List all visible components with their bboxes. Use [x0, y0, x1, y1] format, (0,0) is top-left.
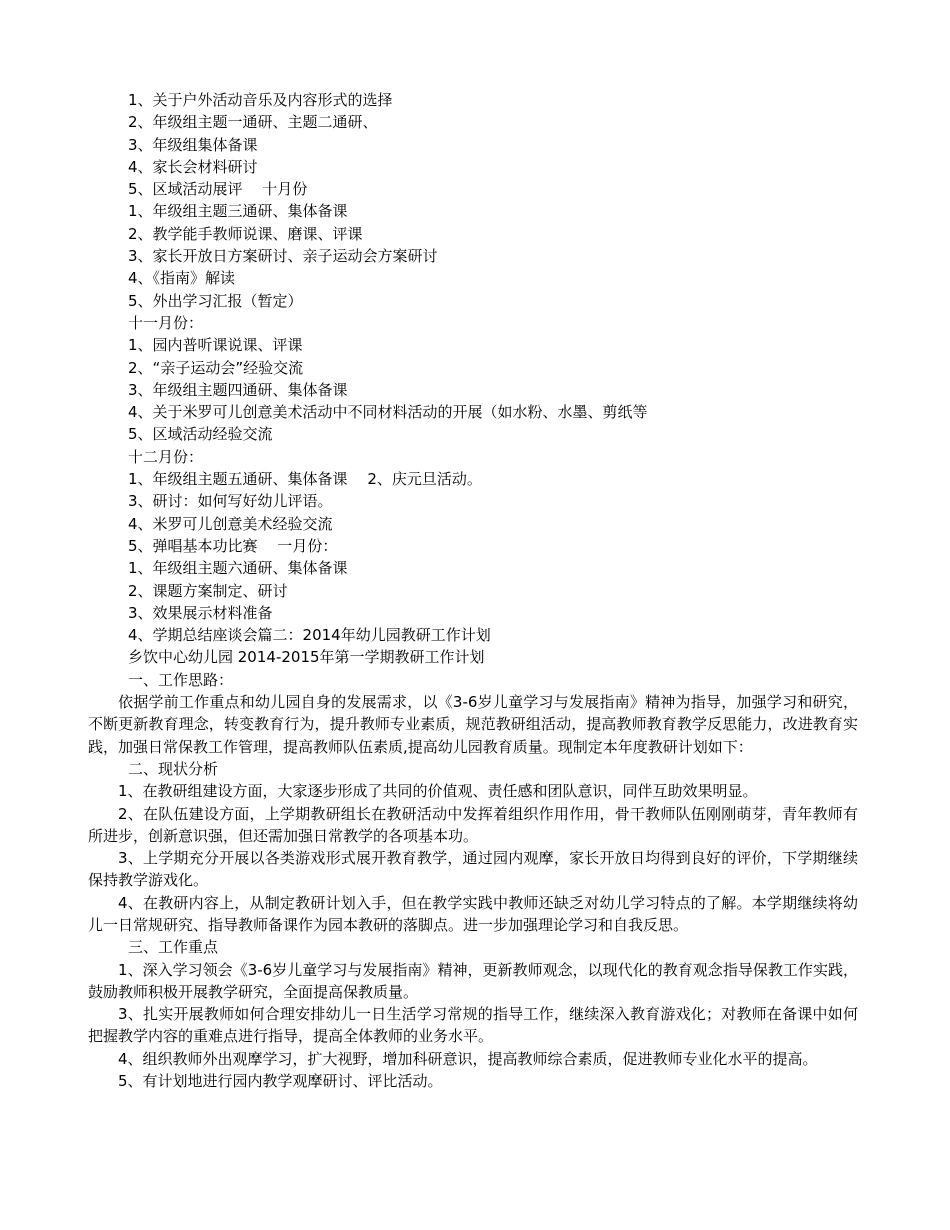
- list-item: 2、年级组主题一通研、主题二通研、: [128, 113, 378, 132]
- paragraph-focus-3: 3、扎实开展教师如何合理安排幼儿一日生活学习常规的指导工作，继续深入教育游戏化；对教师在备课中如何把握教学内容的重难点进行指导，提高全体教师的业务水平。: [88, 1005, 858, 1046]
- list-item: 4、学期总结座谈会篇二：2014年幼儿园教研工作计划: [128, 626, 491, 645]
- list-item: 3、年级组主题四通研、集体备课: [128, 380, 348, 399]
- list-item: 5、区域活动经验交流: [128, 425, 273, 444]
- list-item: 2、“亲子运动会”经验交流: [128, 358, 304, 377]
- list-item: 4、米罗可儿创意美术经验交流: [128, 514, 333, 533]
- list-item: 2、教学能手教师说课、磨课、评课: [128, 224, 363, 243]
- paragraph-analysis-4: 4、在教研内容上，从制定教研计划入手，但在教学实践中教师还缺乏对幼儿学习特点的了解。本学期继续将幼儿一日常规研究、指导教师备课作为园本教研的落脚点。进一步加强理论学习和自我反思。: [88, 893, 858, 934]
- list-item: 5、外出学习汇报（暂定）: [128, 291, 303, 310]
- paragraph-analysis-2: 2、在队伍建设方面，上学期教研组长在教研活动中发挥着组织作用作用，骨干教师队伍刚刚萌芽，青年教师有所进步，创新意识强，但还需加强日常教学的各项基本功。: [88, 804, 858, 845]
- paragraph-focus-4: 4、组织教师外出观摩学习，扩大视野，增加科研意识，提高教师综合素质，促进教师专业化水平的提高。: [118, 1049, 818, 1068]
- list-item: 1、园内普听课说课、评课: [128, 336, 303, 355]
- list-item: 5、弹唱基本功比赛 一月份：: [128, 536, 338, 555]
- list-item: 3、年级组集体备课: [128, 135, 258, 154]
- list-item: 1、年级组主题五通研、集体备课 2、庆元旦活动。: [128, 470, 482, 489]
- list-item: 4、《指南》解读: [128, 269, 236, 288]
- document-body: [88, 89, 858, 1092]
- paragraph-analysis-3: 3、上学期充分开展以各类游戏形式展开教育教学，通过园内观摩，家长开放日均得到良好的评价，下学期继续保持教学游戏化。: [88, 849, 858, 890]
- list-item: 1、关于户外活动音乐及内容形式的选择: [128, 91, 393, 109]
- list-item: 3、研讨：如何写好幼儿评语。: [128, 492, 333, 511]
- list-item: 4、家长会材料研讨: [128, 157, 258, 176]
- section-heading: 一、工作思路：: [128, 670, 234, 689]
- section-heading: 三、工作重点: [128, 938, 219, 957]
- list-item: 3、家长开放日方案研讨、亲子运动会方案研讨: [128, 247, 438, 266]
- list-item: 2、课题方案制定、研讨: [128, 581, 288, 600]
- list-item: 1、年级组主题三通研、集体备课: [128, 202, 348, 221]
- month-heading-december: 十二月份：: [128, 447, 204, 466]
- list-item: 1、年级组主题六通研、集体备课: [128, 559, 348, 578]
- paragraph-focus-1: 1、深入学习领会《3-6岁儿童学习与发展指南》精神，更新教师观念，以现代化的教育观念指导保教工作实践，鼓励教师积极开展教学研究，全面提高保教质量。: [88, 960, 858, 1001]
- list-item: 3、效果展示材料准备: [128, 603, 273, 622]
- list-item: 5、区域活动展评 十月份: [128, 180, 308, 199]
- paragraph-focus-5: 5、有计划地进行园内教学观摩研讨、评比活动。: [118, 1072, 443, 1091]
- month-heading-november: 十一月份：: [128, 313, 204, 332]
- paragraph-analysis-1: 1、在教研组建设方面，大家逐步形成了共同的价值观、责任感和团队意识，同伴互助效果明显。: [118, 782, 758, 801]
- section-heading: 二、现状分析: [128, 759, 219, 778]
- paragraph-work-ideas: 依据学前工作重点和幼儿园自身的发展需求，以《3-6岁儿童学习与发展指南》精神为指导，加强学习和研究，不断更新教育理念，转变教育行为，提升教师专业素质，规范教研组活动，提高教师教育教学反思能力，改进教育实践，加强日常保教工作管理，提高教师队伍素质,提高幼儿园教育质量。现制定本年度教研计划如下：: [88, 693, 858, 756]
- list-item: 4、关于米罗可儿创意美术活动中不同材料活动的开展（如水粉、水墨、剪纸等: [128, 403, 648, 422]
- document-title: 乡饮中心幼儿园 2014-2015年第一学期教研工作计划: [128, 648, 485, 667]
